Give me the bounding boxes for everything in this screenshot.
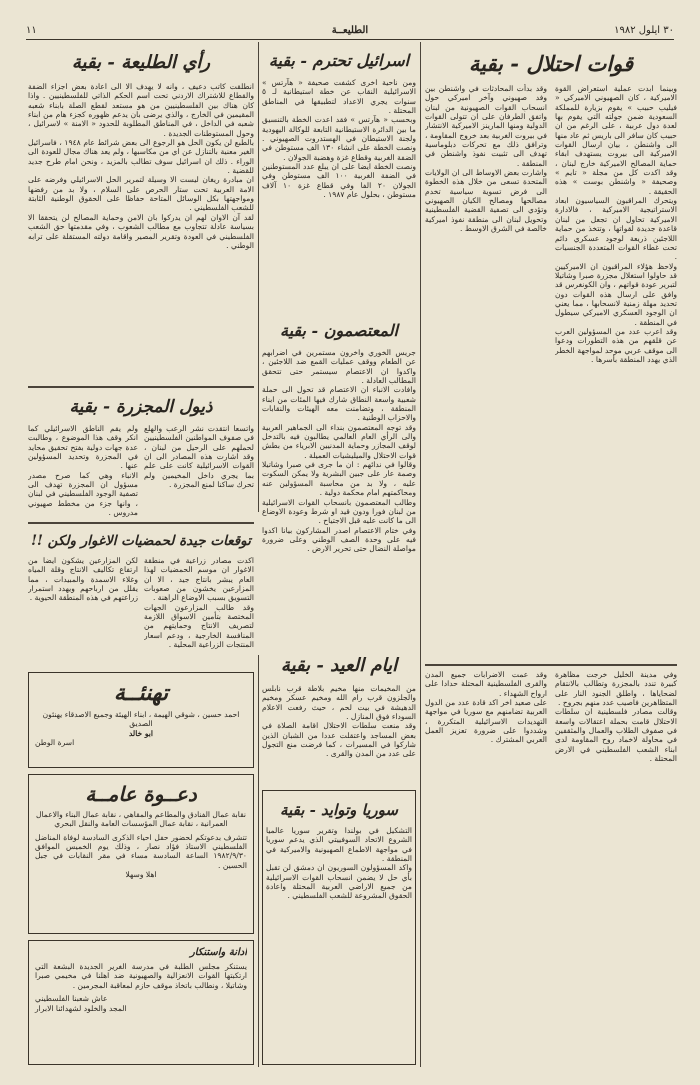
- idana-box: [28, 940, 254, 1065]
- paragraph: ونصت الخطة ايضا على ان يبلغ عدد المستوطنين في الضفة الغربية ١٠٠ الف مستوطن وفي الجولان ٢٠ الفا وفي قطاع غزة ١٠ آلاف مستوطن ، بحلول عام ١٩٨٧ .: [262, 162, 416, 200]
- dawa-body: تتشرف بدعوتكم لحضور حفل احياء الذكرى السادسة لوفاة المناضل الفلسطيني الاستاذ فؤاد نصار ، وذلك يوم الخميس الموافق ١٩٨٢/٩/٣٠ الساعة السادسة مساء في مقر النقابات في جبل الحسين .: [35, 832, 247, 870]
- headline-tahniah: تهنئــة: [113, 680, 169, 706]
- headline-idana: ادانة واستنكار: [189, 947, 247, 958]
- tahniah-body: احمد حسين ، شوقي الهيمة ، ابناء الهيئة وجميع الاصدقاء يهنئون الصديق: [42, 710, 240, 729]
- idana-body: يستنكر مجلس الطلبة في مدرسة الغرير الجديدة البشعة التي ارتكبتها القوات الانعزالية والصهيونية ضد اهلنا في مخيمي صبرا وشاتيلا ، ونطالب باتخاذ موقف حازم لمعاقبة المجرمين .: [35, 962, 247, 990]
- page-header: [26, 22, 674, 40]
- issue-date: ٣٠ ايلول ١٩٨٢: [614, 25, 674, 36]
- article-israel: [262, 44, 416, 314]
- article-dhuyul: [28, 390, 254, 520]
- paragraph: على صعيد اخر اكد قادة عدد من الدول العربية تضامنهم مع سوريا في مواجهة التهديدات الاسرائيلية المتكررة ، وشددوا على ضرورة تعزيز العمل العربي المشترك .: [425, 698, 547, 745]
- paragraph: لقد آن الاوان لهم ان يدركوا بان الامن وحماية المصالح لن يتحققا الا بسياسة عادلة تتجاوب مع مطالب الشعوب ، وفي مقدمتها حق الشعب الفلسطيني في العودة وتقرير المصير واقامة دولته المستقلة على ترابه الوطني .: [28, 212, 254, 250]
- article-tawaqquat: [28, 526, 254, 666]
- paragraph: انطلقت كاتب دعيف ، وانه لا يهدف الا الى اعادة بعض اجزاء الضفة والقطاع للاشتراك الاردني تحت اسم الحكم الذاتي للفلسطينيين . واذا كان هناك بين الفلسطينيين من هو مستعد لقطع الصلة بابناء شعبه المقيمين في الخارج ، والذي يرضى بان يدعم ظهوره كجزء هام من ابناء شعبه في الداخل ، في المناطق المطلوبة للحدود « الامنة » لاسرائيل ، وحول المستوطنات الجديدة .: [28, 82, 254, 138]
- paragraph: ان مبادرة ريغان ليست الا وسيلة لتمرير الحل الاسرائيلي وفرضه على الامة العربية تحت ستار الحرص على السلام ، ولا بد من رفضها ومواجهتها بكل الوسائل المتاحة حفاظا على الحقوق الوطنية الثابتة للشعب الفلسطيني .: [28, 175, 254, 213]
- paragraph: وقالت مصادر فلسطينية ان سلطات الاحتلال قامت بحملة اعتقالات واسعة في صفوف الطلاب والعمال والمثقفين في محاولة لاخماد روح المقاومة لدى ابناء الشعب الفلسطيني في الارض المحتلة .: [555, 707, 677, 764]
- idana-signature: عاش شعبنا الفلسطيني: [35, 994, 108, 1004]
- paragraph: وفي مدينة الخليل خرجت مظاهرة كبيرة تندد بالمجزرة وتطالب بالانتقام لضحاياها ، واطلق الجنود النار على المتظاهرين فاصيب عدد منهم بجروح .: [555, 670, 677, 708]
- headline-dhuyul: ذيول المجزرة - بقية: [69, 397, 213, 417]
- paragraph: وافادت الانباء ان الاعتصام قد تحول الى حملة شعبية واسعة النطاق شارك فيها المئات من ابناء المنطقة ، وتضامنت معه الهيئات والنقابات والاحزاب الوطنية .: [262, 385, 416, 423]
- page-number: ١١: [26, 25, 37, 36]
- article-qawat: [425, 44, 677, 664]
- paragraph: وقد طالب المزارعون الجهات المختصة بتأمين الاسواق اللازمة لتصريف الانتاج وحمايتهم من المنافسة الخارجية ، ودعم اسعار المنتجات الزراعية المحلية .: [144, 602, 254, 650]
- dawa-box: [28, 774, 254, 934]
- paragraph: ولم يقم الناطق الاسرائيلي كما انكر وقف هذا الموضوع ، وطالبت عدة جهات دولية بفتح تحقيق محايد في المجزرة وتحديد المسؤولين عنها .: [28, 424, 138, 471]
- paragraph: وقد توجه المعتصمون بنداء الى الجماهير العربية والى الرأي العام العالمي يطالبون فيه بالتدخل لوقف المجازر وحماية المدنيين الابرياء من بطش قوات الاحتلال والميليشيات العميلة .: [262, 422, 416, 460]
- headline-dawa: دعــوة عامــة: [85, 782, 197, 806]
- article-suria-box: [262, 790, 416, 1065]
- headline-ayyam: ايام العيد - بقية: [280, 655, 398, 676]
- tahniah-signature: اسرة الوطن: [35, 738, 75, 748]
- paragraph: بالطبع لن يكون الحل هو الرجوع الى بعض شرائط عام ١٩٤٨ ، فاسرائيل الغير معنية بالتنازل عن اي من مكاسبها ، ولم يعد هناك مجال للعودة الى الوراء . ذلك ان اسرائيل سوف تطالب بالمزيد ، ونحن امام طرح جديد للقضية .: [28, 138, 254, 176]
- paragraph: وقد عمت الاضرابات جميع المدن والقرى الفلسطينية المحتلة حدادا على ارواح الشهداء .: [425, 670, 547, 698]
- paragraph: ولاحظ هؤلاء المراقبون ان الاميركيين قد حاولوا استغلال مجزرة صبرا وشاتيلا لتبرير عودة قواتهم ، وان الكونغرس قد وافق على ارسال هذه القوات دون تحديد مهلة زمنية لانسحابها ، مما يعني ان الوجود العسكري الاميركي سيطول في المنطقة .: [555, 261, 677, 327]
- paragraph: الانباء وهي كما صرح مصدر مسؤول ان المجزرة تهدف الى تصفية الوجود الفلسطيني في لبنان ، وانها جزء من مخطط صهيوني مدروس .: [28, 470, 138, 518]
- paragraph: وقد منعت سلطات الاحتلال اقامة الصلاة في بعض المساجد واعتقلت عددا من الشبان الذين شاركوا في المسيرات ، كما فرضت منع التجول على عدد من المدن والقرى .: [262, 721, 416, 759]
- paragraph: وقد اعرب عدد من المسؤولين العرب عن قلقهم من هذه التطورات ودعوا الى موقف عربي موحد لمواجهة الخطر الذي يهدد المنطقة بأسرها .: [555, 326, 677, 364]
- article-ayyam: [262, 648, 416, 788]
- idana-signature: المجد والخلود لشهدائنا الابرار: [35, 1004, 127, 1014]
- paragraph: وبحسب « هآرتس » فقد اعدت الخطة بالتنسيق ما بين الدائرة الاستيطانية التابعة للوكالة اليهودية ولجنة الاستيطان في الهستدروت الصهيوني . ونصت الخطة على انشاء ١٣٠ الف مستوطن في الضفة الغربية وقطاع غزة وهضبة الجولان .: [262, 115, 416, 162]
- paragraph: التشكيل في بولندا وتقرير سوريا عالميا الشروع الاتحاد السوفييتي الذي يدعم سوريا في مواجهة الاطماع الصهيونية والاميركية في المنطقة .: [266, 826, 412, 864]
- article-mutasimun: [262, 314, 416, 644]
- section-divider: [28, 522, 254, 524]
- newspaper-title: الطليعــة: [331, 25, 369, 36]
- section-divider: [28, 386, 254, 388]
- paragraph: من المخيمات منها مخيم بلاطة قرب نابلس والجلزون قرب رام الله ومخيم عسكر ومخيم الدهيشة في بيت لحم ، حيث رفعت الاعلام السوداء فوق المنازل .: [262, 684, 416, 722]
- paragraph: واشارت بعض الاوساط الى ان الولايات المتحدة تسعى من خلال هذه الخطوة الى فرض تسوية سياسية تخدم مصالحها ومصالح الكيان الصهيوني وتؤدي الى تصفية القضية الفلسطينية وتحويل لبنان الى منطقة نفوذ اميركية خالصة في الشرق الاوسط .: [425, 168, 547, 234]
- paragraph: ومن ناحية اخرى كشفت صحيفة « هآرتس » الاسرائيلية النقاب عن خطة استيطانية لـ ٥ سنوات يجري الاعداد لتطبيقها في المناطق المحتلة .: [262, 78, 416, 116]
- paragraph: واتسعا انتقدت نشر الرعب والهلع في صفوف المواطنين الفلسطينيين لحملهم على الرحيل من لبنان ، وقد اشارت هذه المصادر الى ان القوات الاسرائيلية كانت على علم بما يجري داخل المخيمين ولم تحرك ساكنا لمنع المجزرة .: [144, 424, 254, 490]
- section-divider: [425, 664, 677, 666]
- column-rule: [258, 42, 259, 512]
- column-rule: [420, 42, 421, 1067]
- dawa-welcome: اهلا وسهلا: [125, 870, 157, 880]
- paragraph: جريس الخوري واخرون مستمرين في اضرابهم عن الطعام ووقف عمليات القمع ضد اللاجئين ، واكدوا ان الاعتصام سيستمر حتى تتحقق المطالب العادلة .: [262, 348, 416, 386]
- article-ayyam-continued: [425, 670, 677, 1065]
- headline-israel: اسرائيل تحترم - بقية: [268, 51, 410, 70]
- column-rule: [258, 655, 259, 1067]
- paragraph: وقالوا في ندائهم : ان ما جرى في صبرا وشاتيلا وصمة عار على جبين البشرية ولا يمكن السكوت عليه ، ولا بد من محاسبة المسؤولين عنه ومحاكمتهم امام محكمة دولية .: [262, 460, 416, 498]
- paragraph: وبينما ابدت عملية استعراض القوة الاميركية ، كان الصهيوني الاميركي « فيليب حبيب » يقوم بزيارة للمملكة السعودية ضمن جولته التي يقوم بها لعدة دول عربية ، على الرغم من ان حبيب كان سافر الى باريس ثم عاد منها الى واشنطن ، بيان ارسال القوات الاميركية الى بيروت يستهدف ابقاء حماية المصالح الاميركية خارج لبنان ، وقد اكدت كل من مجلة « تايم » وصحيفة « واشنطن بوست » هذه الحقيقة .: [555, 84, 677, 196]
- headline-mutasimun: المعتصمون - بقية: [280, 321, 398, 340]
- tahniah-box: [28, 672, 254, 768]
- tahniah-name: ابو خالد: [128, 728, 154, 738]
- paragraph: واكد المسؤولون السوريون ان دمشق لن تقبل بأي حل لا يضمن انسحاب القوات الاسرائيلية من جميع الاراضي العربية المحتلة واعادة الحقوق المشروعة للشعب الفلسطيني .: [266, 863, 412, 901]
- paragraph: اكدت مصادر زراعية في منطقة الاغوار ان موسم الحمضيات لهذا العام يبشر بانتاج جيد ، الا ان المزارعين يخشون من صعوبات التسويق بسبب الاوضاع الراهنة .: [144, 556, 254, 603]
- headline-ray: رأي الطليعة - بقية: [71, 52, 211, 73]
- headline-qawat: قوات احتلال - بقية: [468, 51, 634, 76]
- article-ray: [28, 44, 254, 384]
- headline-suria: سوريا وتوايد - بقية: [280, 801, 398, 819]
- paragraph: وطالب المعتصمون بانسحاب القوات الاسرائيلية من لبنان فورا ودون قيد او شرط وعودة الاوضاع الى ما كانت عليه قبل الاجتياح .: [262, 497, 416, 526]
- dawa-unions: نقابة عمال الفنادق والمطاعم والمقاهي ، نقابة عمال البناء والاعمال العمرانية ، نقابة عمال المؤسسات العامة والنقل البحري: [35, 810, 247, 829]
- paragraph: وفي ختام الاعتصام اصدر المشاركون بيانا اكدوا فيه على وحدة الصف الوطني وعلى ضرورة مواصلة النضال حتى تحرير الارض .: [262, 525, 416, 554]
- paragraph: لكن المزارعين يشكون ايضا من ارتفاع تكاليف الانتاج وقلة المياه وغلاء الاسمدة والمبيدات ، مما يقلل من ارباحهم ويهدد استمرار زراعتهم في هذه المنطقة الحيوية .: [28, 556, 138, 603]
- paragraph: ويتحرك المراقبون السياسيون ابعاد الاستراتيجية الاميركية ، فالادارة الاميركية تحاول ان تجعل من لبنان قاعدة جديدة لقواتها ، وتتخذ من حماية اللاجئين ذريعة لوجود عسكري دائم تحت غطاء القوات المتعددة الجنسيات .: [555, 196, 677, 262]
- article-suria: [266, 794, 412, 901]
- headline-tawaqquat: توقعات جيدة لحمضيات الاغوار ولكن !!: [31, 533, 251, 549]
- paragraph: وقد بدأت المحادثات في واشنطن بين وفد صهيوني وآخر اميركي حول انسحاب القوات الصهيونية من لبنان واتفق الطرفان على ان تتولى القوات الدولية ومنها المارينز الاميركية الانتشار في بيروت الغربية بعد خروج المقاومة ، وترافق ذلك مع تحركات دبلوماسية تهدف الى تثبيت نفوذ واشنطن في المنطقة .: [425, 84, 547, 168]
